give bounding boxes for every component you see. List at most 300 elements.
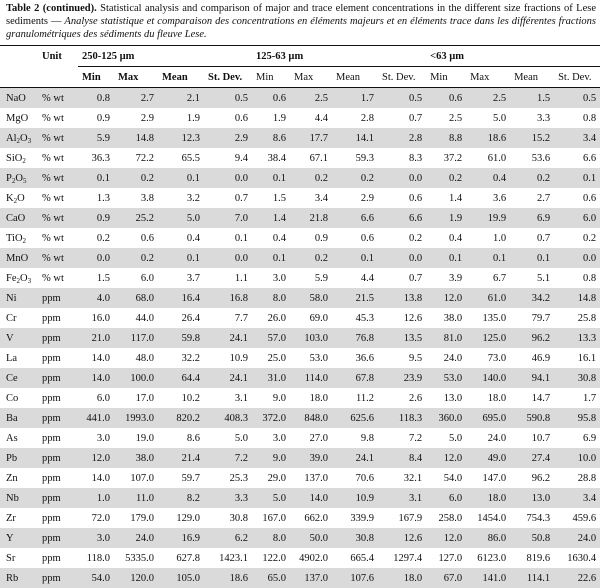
value-cell: 24.1 [204, 328, 252, 348]
element-cell: La [0, 348, 38, 368]
value-cell: 3.7 [158, 268, 204, 288]
value-cell: 0.1 [158, 168, 204, 188]
value-cell: 0.6 [554, 188, 600, 208]
value-cell: 1454.0 [466, 508, 510, 528]
value-cell: 0.8 [78, 88, 114, 109]
value-cell: 0.1 [510, 248, 554, 268]
value-cell: 8.3 [378, 148, 426, 168]
value-cell: 26.0 [252, 308, 290, 328]
value-cell: 3.0 [252, 268, 290, 288]
sub-header-min: Min [426, 67, 466, 88]
caption-french: Analyse statistique et comparaison des concentrations en éléments majeurs et en éléments trace dans les différentes fractions granulométriques des sédiments du fleuve Lese. [6, 16, 596, 40]
value-cell: 30.8 [554, 368, 600, 388]
value-cell: 28.8 [554, 468, 600, 488]
table-row [0, 248, 600, 268]
value-cell: 2.8 [332, 108, 378, 128]
value-cell: 820.2 [158, 408, 204, 428]
value-cell: 0.4 [252, 228, 290, 248]
value-cell: 0.7 [378, 268, 426, 288]
value-cell: 0.1 [426, 248, 466, 268]
value-cell: 38.0 [426, 308, 466, 328]
value-cell: 36.3 [78, 148, 114, 168]
value-cell: 5.9 [78, 128, 114, 148]
value-cell: 39.0 [290, 448, 332, 468]
element-cell: Zr [0, 508, 38, 528]
sub-header-min: Min [78, 67, 114, 88]
value-cell: 3.2 [158, 188, 204, 208]
value-cell: 141.0 [466, 568, 510, 588]
value-cell: 627.8 [158, 548, 204, 568]
value-cell: 14.0 [78, 468, 114, 488]
value-cell: 54.0 [78, 568, 114, 588]
unit-cell: ppm [38, 388, 78, 408]
value-cell: 38.0 [114, 448, 158, 468]
value-cell: 0.7 [378, 108, 426, 128]
value-cell: 2.1 [158, 88, 204, 109]
element-cell: Y [0, 528, 38, 548]
value-cell: 0.9 [78, 108, 114, 128]
table-row [0, 408, 600, 428]
value-cell: 72.0 [78, 508, 114, 528]
value-cell: 45.3 [332, 308, 378, 328]
value-cell: 13.3 [554, 328, 600, 348]
value-cell: 0.5 [204, 88, 252, 109]
value-cell: 9.5 [378, 348, 426, 368]
value-cell: 79.7 [510, 308, 554, 328]
value-cell: 4902.0 [290, 548, 332, 568]
value-cell: 5.1 [510, 268, 554, 288]
value-cell: 1.9 [252, 108, 290, 128]
value-cell: 50.0 [290, 528, 332, 548]
value-cell: 12.6 [378, 528, 426, 548]
value-cell: 662.0 [290, 508, 332, 528]
sub-header-stdev: St. Dev. [554, 67, 600, 88]
value-cell: 0.0 [378, 248, 426, 268]
value-cell: 3.8 [114, 188, 158, 208]
value-cell: 103.0 [290, 328, 332, 348]
unit-cell: % wt [38, 228, 78, 248]
element-cell: NaO [0, 88, 38, 109]
element-cell: $Fe_2O_3$ [0, 268, 38, 288]
value-cell: 7.2 [204, 448, 252, 468]
value-cell: 0.2 [554, 228, 600, 248]
value-cell: 14.0 [78, 348, 114, 368]
value-cell: 76.8 [332, 328, 378, 348]
table-row [0, 228, 600, 248]
value-cell: 695.0 [466, 408, 510, 428]
value-cell: 590.8 [510, 408, 554, 428]
value-cell: 8.6 [158, 428, 204, 448]
value-cell: 12.0 [426, 448, 466, 468]
value-cell: 1.5 [78, 268, 114, 288]
element-cell: Ce [0, 368, 38, 388]
value-cell: 2.9 [332, 188, 378, 208]
value-cell: 3.9 [426, 268, 466, 288]
value-cell: 36.6 [332, 348, 378, 368]
value-cell: 10.7 [510, 428, 554, 448]
value-cell: 4.0 [78, 288, 114, 308]
value-cell: 122.0 [252, 548, 290, 568]
value-cell: 11.0 [114, 488, 158, 508]
value-cell: 59.8 [158, 328, 204, 348]
unit-cell: % wt [38, 188, 78, 208]
value-cell: 86.0 [466, 528, 510, 548]
value-cell: 0.2 [78, 228, 114, 248]
value-cell: 0.1 [204, 228, 252, 248]
unit-cell: ppm [38, 428, 78, 448]
value-cell: 25.3 [204, 468, 252, 488]
value-cell: 127.0 [426, 548, 466, 568]
value-cell: 6.0 [114, 268, 158, 288]
value-cell: 4.4 [290, 108, 332, 128]
value-cell: 3.3 [204, 488, 252, 508]
value-cell: 13.5 [378, 328, 426, 348]
value-cell: 27.0 [290, 428, 332, 448]
value-cell: 0.2 [378, 228, 426, 248]
element-cell: Rb [0, 568, 38, 588]
value-cell: 1.7 [332, 88, 378, 109]
sub-header-mean: Mean [332, 67, 378, 88]
value-cell: 665.4 [332, 548, 378, 568]
value-cell: 117.0 [114, 328, 158, 348]
value-cell: 18.6 [466, 128, 510, 148]
value-cell: 3.0 [78, 428, 114, 448]
value-cell: 22.6 [554, 568, 600, 588]
value-cell: 21.8 [290, 208, 332, 228]
value-cell: 125.0 [466, 328, 510, 348]
value-cell: 30.8 [204, 508, 252, 528]
value-cell: 1.9 [426, 208, 466, 228]
value-cell: 6.0 [78, 388, 114, 408]
value-cell: 15.2 [510, 128, 554, 148]
value-cell: 0.2 [290, 168, 332, 188]
table-row [0, 148, 600, 168]
element-cell: TiO$_2$ [0, 228, 38, 248]
element-cell: Ni [0, 288, 38, 308]
value-cell: 5.9 [290, 268, 332, 288]
table-row [0, 428, 600, 448]
value-cell: 0.1 [466, 248, 510, 268]
value-cell: 0.9 [290, 228, 332, 248]
value-cell: 19.0 [114, 428, 158, 448]
value-cell: 67.1 [290, 148, 332, 168]
value-cell: 12.0 [78, 448, 114, 468]
sub-header-max: Max [290, 67, 332, 88]
value-cell: 96.2 [510, 328, 554, 348]
value-cell: 44.0 [114, 308, 158, 328]
value-cell: 6.6 [332, 208, 378, 228]
table-row [0, 168, 600, 188]
value-cell: 1993.0 [114, 408, 158, 428]
value-cell: 2.9 [114, 108, 158, 128]
table-caption [0, 0, 600, 45]
unit-cell: ppm [38, 548, 78, 568]
value-cell: 24.0 [426, 348, 466, 368]
value-cell: 10.2 [158, 388, 204, 408]
table-row [0, 128, 600, 148]
caption-text: Statistical analysis and comparison of major and trace element concentrations in the different size fractions of Lese sediments — [6, 3, 596, 27]
value-cell: 167.9 [378, 508, 426, 528]
unit-cell: ppm [38, 528, 78, 548]
value-cell: 6.7 [466, 268, 510, 288]
value-cell: 70.6 [332, 468, 378, 488]
value-cell: 2.5 [290, 88, 332, 109]
value-cell: 179.0 [114, 508, 158, 528]
value-cell: 13.0 [426, 388, 466, 408]
value-cell: 1423.1 [204, 548, 252, 568]
value-cell: 19.9 [466, 208, 510, 228]
table-row [0, 548, 600, 568]
value-cell: 14.0 [78, 368, 114, 388]
unit-cell: % wt [38, 248, 78, 268]
value-cell: 3.0 [78, 528, 114, 548]
value-cell: 258.0 [426, 508, 466, 528]
table-row [0, 348, 600, 368]
value-cell: 0.6 [426, 88, 466, 109]
value-cell: 64.4 [158, 368, 204, 388]
value-cell: 0.1 [78, 168, 114, 188]
sub-header-mean: Mean [510, 67, 554, 88]
value-cell: 6123.0 [466, 548, 510, 568]
unit-cell: ppm [38, 288, 78, 308]
value-cell: 48.0 [114, 348, 158, 368]
value-cell: 2.7 [114, 88, 158, 109]
table-row [0, 208, 600, 228]
unit-cell: ppm [38, 468, 78, 488]
value-cell: 0.6 [332, 228, 378, 248]
value-cell: 3.0 [252, 428, 290, 448]
value-cell: 0.7 [204, 188, 252, 208]
value-cell: 135.0 [466, 308, 510, 328]
value-cell: 10.9 [332, 488, 378, 508]
element-cell: Co [0, 388, 38, 408]
value-cell: 0.6 [114, 228, 158, 248]
value-cell: 53.0 [426, 368, 466, 388]
value-cell: 24.1 [332, 448, 378, 468]
value-cell: 2.6 [378, 388, 426, 408]
value-cell: 61.0 [466, 148, 510, 168]
value-cell: 0.4 [158, 228, 204, 248]
value-cell: 5335.0 [114, 548, 158, 568]
value-cell: 0.2 [426, 168, 466, 188]
unit-cell: ppm [38, 368, 78, 388]
value-cell: 1.4 [426, 188, 466, 208]
value-cell: 37.2 [426, 148, 466, 168]
value-cell: 14.1 [332, 128, 378, 148]
element-cell: Sr [0, 548, 38, 568]
value-cell: 59.3 [332, 148, 378, 168]
value-cell: 7.0 [204, 208, 252, 228]
element-cell: As [0, 428, 38, 448]
value-cell: 5.0 [204, 428, 252, 448]
table-row [0, 388, 600, 408]
value-cell: 6.9 [554, 428, 600, 448]
value-cell: 0.6 [204, 108, 252, 128]
unit-cell: ppm [38, 408, 78, 428]
value-cell: 0.7 [510, 228, 554, 248]
value-cell: 46.9 [510, 348, 554, 368]
value-cell: 0.6 [378, 188, 426, 208]
value-cell: 0.1 [332, 248, 378, 268]
value-cell: 9.0 [252, 388, 290, 408]
value-cell: 8.2 [158, 488, 204, 508]
value-cell: 1.1 [204, 268, 252, 288]
table-row [0, 488, 600, 508]
value-cell: 30.8 [332, 528, 378, 548]
value-cell: 0.2 [510, 168, 554, 188]
value-cell: 372.0 [252, 408, 290, 428]
value-cell: 8.0 [252, 288, 290, 308]
value-cell: 3.4 [554, 488, 600, 508]
value-cell: 16.0 [78, 308, 114, 328]
value-cell: 23.9 [378, 368, 426, 388]
table-row [0, 328, 600, 348]
value-cell: 107.6 [332, 568, 378, 588]
value-cell: 12.6 [378, 308, 426, 328]
value-cell: 105.0 [158, 568, 204, 588]
table-row [0, 288, 600, 308]
value-cell: 0.0 [204, 168, 252, 188]
value-cell: 68.0 [114, 288, 158, 308]
value-cell: 14.0 [290, 488, 332, 508]
unit-cell: % wt [38, 88, 78, 109]
value-cell: 96.2 [510, 468, 554, 488]
value-cell: 1.0 [78, 488, 114, 508]
table-row [0, 88, 600, 109]
value-cell: 16.8 [204, 288, 252, 308]
element-cell: $P_2O_5$ [0, 168, 38, 188]
value-cell: 120.0 [114, 568, 158, 588]
value-cell: 7.2 [378, 428, 426, 448]
sub-header-max: Max [114, 67, 158, 88]
value-cell: 29.0 [252, 468, 290, 488]
value-cell: 1.7 [554, 388, 600, 408]
table-row [0, 368, 600, 388]
unit-cell: % wt [38, 108, 78, 128]
element-cell: Nb [0, 488, 38, 508]
value-cell: 31.0 [252, 368, 290, 388]
value-cell: 14.8 [114, 128, 158, 148]
table-row [0, 268, 600, 288]
value-cell: 107.0 [114, 468, 158, 488]
value-cell: 5.0 [466, 108, 510, 128]
value-cell: 95.8 [554, 408, 600, 428]
value-cell: 6.0 [426, 488, 466, 508]
unit-cell: % wt [38, 128, 78, 148]
value-cell: 1.5 [510, 88, 554, 109]
element-cell: $K_2O$ [0, 188, 38, 208]
value-cell: 137.0 [290, 468, 332, 488]
value-cell: 54.0 [426, 468, 466, 488]
unit-cell: ppm [38, 488, 78, 508]
value-cell: 0.2 [332, 168, 378, 188]
element-cell: SiO$_2$ [0, 148, 38, 168]
sub-header-stdev: St. Dev. [204, 67, 252, 88]
table-body [0, 88, 600, 588]
value-cell: 32.2 [158, 348, 204, 368]
table-row [0, 448, 600, 468]
value-cell: 118.3 [378, 408, 426, 428]
table-row [0, 508, 600, 528]
value-cell: 137.0 [290, 568, 332, 588]
value-cell: 0.4 [426, 228, 466, 248]
value-cell: 72.2 [114, 148, 158, 168]
element-cell: Ba [0, 408, 38, 428]
value-cell: 9.4 [204, 148, 252, 168]
value-cell: 18.0 [466, 488, 510, 508]
value-cell: 459.6 [554, 508, 600, 528]
value-cell: 12.0 [426, 528, 466, 548]
value-cell: 0.2 [290, 248, 332, 268]
value-cell: 57.0 [252, 328, 290, 348]
value-cell: 6.6 [378, 208, 426, 228]
value-cell: 100.0 [114, 368, 158, 388]
value-cell: 0.8 [554, 108, 600, 128]
value-cell: 0.1 [252, 248, 290, 268]
element-cell: Pb [0, 448, 38, 468]
value-cell: 6.2 [204, 528, 252, 548]
table-row [0, 308, 600, 328]
value-cell: 14.7 [510, 388, 554, 408]
value-cell: 12.3 [158, 128, 204, 148]
value-cell: 114.1 [510, 568, 554, 588]
value-cell: 147.0 [466, 468, 510, 488]
value-cell: 18.0 [290, 388, 332, 408]
value-cell: 0.5 [378, 88, 426, 109]
value-cell: 8.6 [252, 128, 290, 148]
value-cell: 16.9 [158, 528, 204, 548]
value-cell: 6.9 [510, 208, 554, 228]
value-cell: 0.2 [114, 168, 158, 188]
header-sub-row [0, 67, 600, 88]
value-cell: 2.5 [426, 108, 466, 128]
value-cell: 118.0 [78, 548, 114, 568]
element-cell: MnO [0, 248, 38, 268]
unit-cell: ppm [38, 568, 78, 588]
value-cell: 1.9 [158, 108, 204, 128]
value-cell: 53.0 [290, 348, 332, 368]
value-cell: 13.0 [510, 488, 554, 508]
unit-cell: % wt [38, 268, 78, 288]
value-cell: 1.0 [466, 228, 510, 248]
value-cell: 25.2 [114, 208, 158, 228]
value-cell: 21.5 [332, 288, 378, 308]
value-cell: 17.0 [114, 388, 158, 408]
table-row [0, 108, 600, 128]
value-cell: 14.8 [554, 288, 600, 308]
group-header-250-125: 250-125 µm [78, 46, 252, 67]
element-cell: Cr [0, 308, 38, 328]
value-cell: 0.1 [158, 248, 204, 268]
value-cell: 2.7 [510, 188, 554, 208]
value-cell: 441.0 [78, 408, 114, 428]
value-cell: 50.8 [510, 528, 554, 548]
value-cell: 32.1 [378, 468, 426, 488]
element-cell: Zn [0, 468, 38, 488]
value-cell: 58.0 [290, 288, 332, 308]
table-row [0, 468, 600, 488]
value-cell: 140.0 [466, 368, 510, 388]
value-cell: 18.6 [204, 568, 252, 588]
value-cell: 0.6 [252, 88, 290, 109]
value-cell: 8.8 [426, 128, 466, 148]
value-cell: 7.7 [204, 308, 252, 328]
value-cell: 12.0 [426, 288, 466, 308]
unit-cell: % wt [38, 208, 78, 228]
value-cell: 5.0 [158, 208, 204, 228]
value-cell: 0.1 [252, 168, 290, 188]
caption-label: Table 2 (continued). [6, 3, 97, 14]
